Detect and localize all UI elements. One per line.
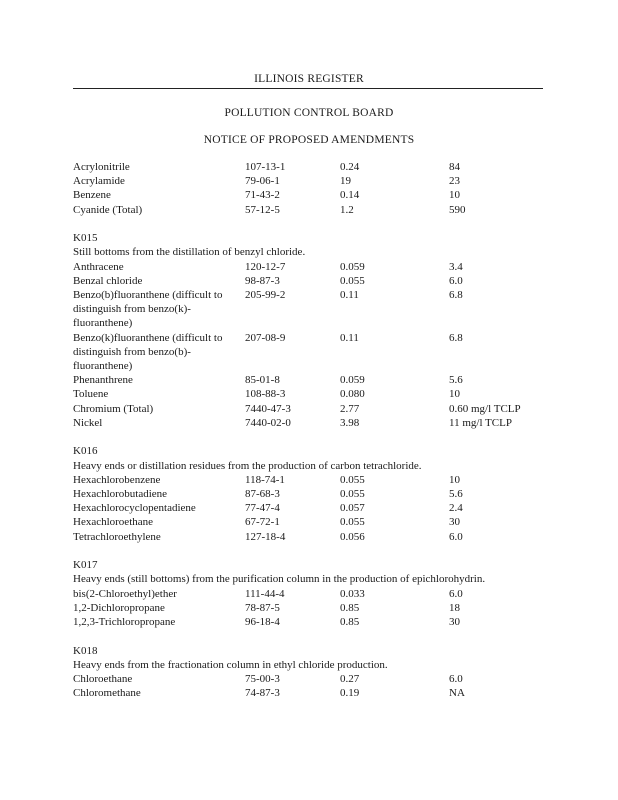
- constituent-name: 1,2,3-Trichloropropane: [73, 615, 176, 628]
- cas-number: 111-44-4: [245, 587, 285, 600]
- wastewater-value: 0.055: [340, 516, 365, 529]
- constituent-name: Chromium (Total): [73, 402, 154, 415]
- cas-number: 98-87-3: [245, 274, 280, 287]
- constituent-name: Anthracene: [73, 260, 124, 273]
- nonwastewater-value: 84: [449, 161, 460, 173]
- cas-number: 205-99-2: [245, 288, 286, 301]
- cas-number: 96-18-4: [245, 615, 280, 628]
- waste-group: [73, 644, 553, 701]
- constituent-name: Acrylamide: [73, 175, 125, 188]
- nonwastewater-value: 10: [449, 189, 460, 202]
- nonwastewater-value: NA: [449, 687, 465, 700]
- wastewater-value: 0.056: [340, 530, 365, 543]
- wastewater-value: 0.055: [340, 473, 365, 486]
- table-row: [73, 587, 553, 601]
- header-rule: [73, 88, 543, 89]
- waste-table: [73, 160, 553, 715]
- nonwastewater-value: 6.0: [449, 672, 463, 685]
- waste-group: [73, 444, 553, 543]
- constituent-name: Benzene: [73, 189, 111, 202]
- constituent-name: Hexachloroethane: [73, 516, 154, 529]
- nonwastewater-value: 30: [449, 615, 460, 628]
- cas-number: 78-87-5: [245, 601, 280, 614]
- constituent-name: Hexachlorobenzene: [73, 473, 161, 486]
- nonwastewater-value: 23: [449, 175, 460, 188]
- table-row: [73, 530, 553, 544]
- constituent-name: 1,2-Dichloropropane: [73, 601, 165, 614]
- table-row: [73, 203, 553, 217]
- wastewater-value: 2.77: [340, 402, 360, 415]
- nonwastewater-value: 2.4: [449, 502, 463, 515]
- wastewater-value: 0.11: [340, 331, 359, 344]
- table-row: [73, 174, 553, 188]
- nonwastewater-value: 18: [449, 601, 460, 614]
- constituent-name: Cyanide (Total): [73, 203, 143, 216]
- constituent-name: Chloromethane: [73, 687, 141, 700]
- wastewater-value: 0.85: [340, 615, 360, 628]
- waste-code: K017: [73, 559, 98, 572]
- cas-number: 7440-47-3: [245, 402, 291, 415]
- table-row: [73, 260, 553, 274]
- table-row: [73, 188, 553, 202]
- nonwastewater-value: 5.6: [449, 487, 463, 500]
- cas-number: 85-01-8: [245, 374, 280, 387]
- constituent-name: Hexachlorobutadiene: [73, 487, 168, 500]
- nonwastewater-value: 10: [449, 388, 460, 401]
- nonwastewater-value: 6.8: [449, 288, 463, 301]
- wastewater-value: 0.055: [340, 487, 365, 500]
- wastewater-value: 0.19: [340, 687, 360, 700]
- constituent-name: Benzo(k)fluoranthene (difficult to distinguish from benzo(b)-fluoranthene): [73, 331, 223, 372]
- table-row: [73, 615, 553, 629]
- wastewater-value: 0.27: [340, 672, 360, 685]
- nonwastewater-value: 6.0: [449, 587, 463, 600]
- nonwastewater-value: 0.60 mg/l TCLP: [449, 402, 521, 415]
- cas-number: 207-08-9: [245, 331, 286, 344]
- constituent-name: bis(2-Chloroethyl)ether: [73, 587, 177, 600]
- table-row: [73, 473, 553, 487]
- table-row: [73, 402, 553, 416]
- nonwastewater-value: 5.6: [449, 374, 463, 387]
- wastewater-value: 0.055: [340, 274, 365, 287]
- wastewater-value: 0.033: [340, 587, 365, 600]
- wastewater-value: 19: [340, 175, 351, 188]
- wastewater-value: 0.24: [340, 161, 360, 173]
- cas-number: 75-00-3: [245, 672, 280, 685]
- table-row: [73, 501, 553, 515]
- board-title: POLLUTION CONTROL BOARD: [224, 107, 394, 119]
- cas-number: 57-12-5: [245, 203, 280, 216]
- cas-number: 107-13-1: [245, 161, 286, 173]
- waste-code: K018: [73, 644, 98, 657]
- cas-number: 120-12-7: [245, 260, 286, 273]
- waste-description: Still bottoms from the distillation of benzyl chloride.: [73, 246, 306, 259]
- register-title: ILLINOIS REGISTER: [254, 73, 364, 85]
- waste-group: [73, 558, 553, 629]
- wastewater-value: 3.98: [340, 416, 360, 429]
- cas-number: 118-74-1: [245, 473, 285, 486]
- nonwastewater-value: 30: [449, 516, 460, 529]
- waste-description: Heavy ends (still bottoms) from the purification column in the production of epichlorohydrin.: [73, 573, 486, 586]
- wastewater-value: 0.14: [340, 189, 360, 202]
- waste-group: [73, 231, 553, 430]
- table-row: [73, 387, 553, 401]
- cas-number: 71-43-2: [245, 189, 280, 202]
- table-row: [73, 160, 553, 174]
- nonwastewater-value: 6.0: [449, 530, 463, 543]
- waste-description: Heavy ends or distillation residues from the production of carbon tetrachloride.: [73, 459, 422, 472]
- constituent-name: Phenanthrene: [73, 374, 133, 387]
- nonwastewater-value: 11 mg/l TCLP: [449, 416, 512, 429]
- constituent-name: Chloroethane: [73, 672, 133, 685]
- cas-number: 77-47-4: [245, 502, 280, 515]
- constituent-name: Benzal chloride: [73, 274, 143, 287]
- table-row: [73, 686, 553, 700]
- wastewater-value: 0.85: [340, 601, 360, 614]
- table-row: [73, 416, 553, 430]
- nonwastewater-value: 6.8: [449, 331, 463, 344]
- cas-number: 74-87-3: [245, 687, 280, 700]
- table-row: [73, 672, 553, 686]
- wastewater-value: 0.080: [340, 388, 365, 401]
- waste-group: [73, 160, 553, 217]
- cas-number: 79-06-1: [245, 175, 280, 188]
- wastewater-value: 0.059: [340, 260, 365, 273]
- cas-number: 127-18-4: [245, 530, 286, 543]
- wastewater-value: 1.2: [340, 203, 354, 216]
- nonwastewater-value: 3.4: [449, 260, 463, 273]
- cas-number: 7440-02-0: [245, 416, 291, 429]
- constituent-name: Toluene: [73, 388, 109, 401]
- wastewater-value: 0.059: [340, 374, 365, 387]
- nonwastewater-value: 590: [449, 203, 466, 216]
- table-row: [73, 601, 553, 615]
- nonwastewater-value: 10: [449, 473, 460, 486]
- constituent-name: Benzo(b)fluoranthene (difficult to distinguish from benzo(k)-fluoranthene): [73, 288, 223, 330]
- nonwastewater-value: 6.0: [449, 274, 463, 287]
- table-row: [73, 515, 553, 529]
- cas-number: 87-68-3: [245, 487, 280, 500]
- table-row: [73, 274, 553, 288]
- wastewater-value: 0.057: [340, 502, 365, 515]
- table-row: [73, 487, 553, 501]
- table-row: [73, 373, 553, 387]
- waste-code: K015: [73, 232, 98, 245]
- table-row: [73, 331, 553, 374]
- notice-title: NOTICE OF PROPOSED AMENDMENTS: [203, 134, 415, 146]
- constituent-name: Nickel: [73, 416, 103, 429]
- constituent-name: Acrylonitrile: [73, 161, 130, 173]
- cas-number: 67-72-1: [245, 516, 280, 529]
- constituent-name: Tetrachloroethylene: [73, 530, 161, 543]
- waste-description: Heavy ends from the fractionation column in ethyl chloride production.: [73, 658, 388, 671]
- wastewater-value: 0.11: [340, 288, 359, 301]
- table-row: [73, 288, 553, 331]
- cas-number: 108-88-3: [245, 388, 286, 401]
- waste-code: K016: [73, 445, 98, 458]
- constituent-name: Hexachlorocyclopentadiene: [73, 502, 196, 515]
